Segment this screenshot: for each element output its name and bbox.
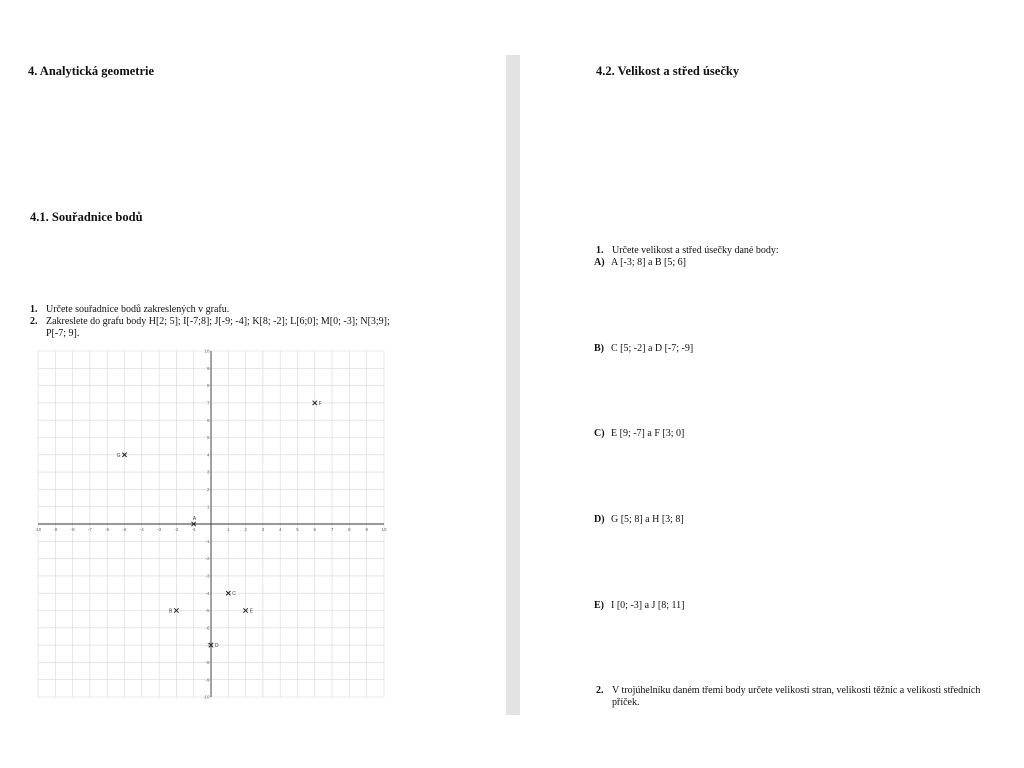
task-number: 2. [30,316,38,327]
x-tick-label: 3 [261,527,265,532]
x-tick-label: -9 [53,527,58,532]
y-tick-label: -1 [205,538,210,544]
item-text: G [5; 8] a H [3; 8] [611,514,684,525]
task-2 [30,316,390,328]
x-tick-label: 10 [381,527,387,532]
right-page [520,0,1024,768]
task-number: 2. [596,685,604,696]
y-tick-label: 9 [206,365,210,371]
x-tick-label: 5 [296,527,299,532]
item-text: C [5; -2] a D [-7; -9] [611,343,694,354]
task-text: Určete velikost a střed úsečky dané body: [612,245,779,256]
item-d [594,514,684,526]
y-tick-label: -2 [205,556,210,562]
y-tick-label: 6 [206,417,210,423]
x-tick-label: -10 [34,527,42,532]
task-1 [30,304,229,316]
x-tick-label: 2 [244,527,247,532]
x-tick-label: 4 [278,527,282,532]
x-tick-label: -2 [174,527,179,532]
point-label-f: F [318,400,322,407]
task-text: Určete souřadnice bodů zakreslených v grafu. [46,304,230,315]
task-text: V trojúhelníku daném třemi body určete velikosti stran, velikosti těžnic a velikosti středních [612,685,981,696]
y-tick-label: -3 [205,573,210,579]
section-title-4-1: 4.1. Souřadnice bodů [30,210,143,224]
y-tick-label: -8 [205,660,210,665]
y-tick-label: -5 [205,608,210,614]
y-tick-label: 2 [206,487,210,492]
x-tick-label: 7 [330,527,334,532]
item-b [594,343,693,355]
y-tick-label: 7 [206,400,210,406]
x-tick-label: -8 [70,527,75,532]
task-text: Zakreslete do grafu body H[2; 5]; I[-7;8]; J[-9; -4]; K[8; -2]; L[6;0]; M[0; -3]; N[3;9]; [46,316,390,327]
x-tick-label: 1 [227,527,230,532]
item-text: I [0; -3] a J [8; 11] [611,600,685,611]
task-number: 1. [30,304,38,315]
task-2 [596,685,980,697]
item-c [594,428,684,440]
y-tick-label: 4 [206,452,210,458]
item-a [594,257,686,269]
point-label-a: A [192,516,197,522]
page-gutter [506,55,520,715]
x-tick-label: -7 [87,527,92,532]
item-label: E) [594,600,604,611]
coordinate-graph [30,343,392,705]
x-tick-label: 8 [348,527,351,532]
point-label-b: B [169,608,173,615]
y-tick-label: -9 [205,677,210,683]
item-label: A) [594,257,605,268]
y-tick-label: 3 [206,469,210,475]
point-label-g: G [116,452,121,459]
task-number: 1. [596,245,604,256]
y-tick-label: 8 [206,383,210,389]
item-label: C) [594,428,605,439]
x-tick-label: 6 [313,527,317,532]
x-tick-label: -3 [157,527,162,532]
x-tick-label: -4 [139,527,144,532]
y-tick-label: -10 [202,694,210,700]
y-tick-label: 5 [206,435,210,441]
item-e [594,600,685,612]
item-label: B) [594,343,604,354]
point-label-e: E [249,608,253,615]
x-tick-label: -6 [105,527,110,532]
point-label-d: D [215,643,219,650]
left-page [0,0,506,768]
x-tick-label: -1 [191,527,196,532]
x-tick-label: 9 [365,527,368,532]
task-2-continuation: P[-7; 9]. [46,328,80,339]
item-text: A [-3; 8] a B [5; 6] [611,257,686,268]
section-title-4-2: 4.2. Velikost a střed úsečky [596,64,740,78]
item-text: E [9; -7] a F [3; 0] [611,428,685,439]
point-label-c: C [232,591,236,598]
y-tick-label: 1 [206,504,210,510]
chapter-title: 4. Analytická geometrie [28,64,155,78]
y-tick-label: 10 [204,348,210,354]
task-1 [596,245,779,257]
y-tick-label: -4 [205,590,210,596]
y-tick-label: -7 [205,642,210,648]
task-2-continuation: příček. [612,697,640,708]
item-label: D) [594,514,605,525]
x-tick-label: -5 [122,527,127,532]
y-tick-label: -6 [205,625,210,631]
